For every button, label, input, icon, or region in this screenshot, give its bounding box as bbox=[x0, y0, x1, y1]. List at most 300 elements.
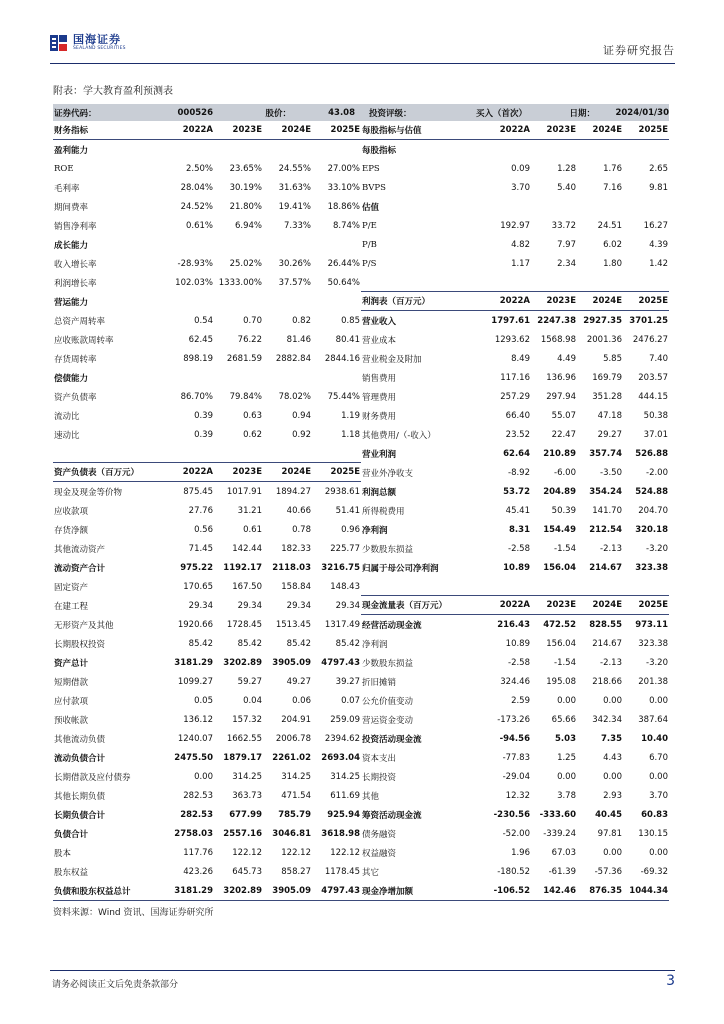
row-label: 利润总额 bbox=[362, 487, 397, 498]
row-value: 1894.27 bbox=[275, 486, 311, 497]
row-label: 营业外净收支 bbox=[362, 468, 414, 479]
row-value: 1.19 bbox=[341, 410, 360, 421]
row-label: 利润增长率 bbox=[54, 278, 97, 289]
row-label: 毛利率 bbox=[54, 183, 80, 194]
row-value: 0.61% bbox=[185, 220, 213, 231]
row-value: 898.19 bbox=[183, 353, 213, 364]
row-value: 0.39 bbox=[194, 410, 213, 421]
row-value: 1568.98 bbox=[540, 334, 576, 345]
row-label: 预收帐款 bbox=[54, 715, 89, 726]
row-value: 6.94% bbox=[234, 220, 262, 231]
row-value: 1.28 bbox=[557, 163, 576, 174]
table-row bbox=[361, 786, 669, 805]
row-value: 7.33% bbox=[283, 220, 311, 231]
row-value: -180.52 bbox=[497, 866, 530, 877]
row-value: 1178.45 bbox=[324, 866, 360, 877]
row-value: 29.27 bbox=[597, 429, 622, 440]
row-value: 71.45 bbox=[188, 543, 213, 554]
row-value: 1.80 bbox=[603, 258, 622, 269]
row-value: 3202.89 bbox=[223, 885, 262, 896]
row-value: 3.78 bbox=[557, 790, 576, 801]
row-value: -2.13 bbox=[600, 657, 622, 668]
row-value: 2394.62 bbox=[324, 733, 360, 744]
row-label: 管理费用 bbox=[362, 392, 397, 403]
row-value: 423.26 bbox=[183, 866, 213, 877]
row-value: 1044.34 bbox=[629, 885, 668, 896]
row-value: 8.31 bbox=[509, 524, 530, 535]
table-row bbox=[53, 273, 361, 292]
row-value: 2023E bbox=[546, 125, 576, 135]
row-label: 公允价值变动 bbox=[362, 696, 414, 707]
row-value: -230.56 bbox=[493, 809, 530, 820]
row-value: 257.29 bbox=[500, 391, 530, 402]
row-value: 1920.66 bbox=[177, 619, 213, 630]
row-label: 负债和股东权益总计 bbox=[54, 886, 131, 897]
row-label: 固定资产 bbox=[54, 582, 89, 593]
row-label: 估值 bbox=[362, 202, 380, 213]
row-value: 1017.91 bbox=[226, 486, 262, 497]
row-label: 债务融资 bbox=[362, 829, 397, 840]
table-row bbox=[53, 444, 361, 463]
row-value: 28.04% bbox=[180, 182, 213, 193]
row-value: -69.32 bbox=[640, 866, 668, 877]
row-label: 应收款项 bbox=[54, 506, 89, 517]
sealand-logo-icon bbox=[50, 33, 68, 53]
row-value: 785.79 bbox=[278, 809, 311, 820]
row-value: 30.26% bbox=[278, 258, 311, 269]
row-value: 2882.84 bbox=[275, 353, 311, 364]
row-value: 0.00 bbox=[557, 695, 576, 706]
row-value: 216.43 bbox=[497, 619, 530, 630]
row-value: 29.34 bbox=[237, 600, 262, 611]
row-value: 524.88 bbox=[635, 486, 668, 497]
row-value: 2023E bbox=[546, 296, 576, 306]
source-note: 资料来源：Wind 资讯、国海证券研究所 bbox=[53, 908, 214, 918]
row-value: 324.46 bbox=[500, 676, 530, 687]
row-value: 3181.29 bbox=[174, 657, 213, 668]
row-value: 0.82 bbox=[292, 315, 311, 326]
row-label: BVPS bbox=[362, 182, 386, 193]
report-type-label: 证券研究报告 bbox=[603, 44, 675, 57]
row-label: 现金及现金等价物 bbox=[54, 487, 123, 498]
table-row bbox=[53, 387, 361, 406]
row-label: 股东权益 bbox=[54, 867, 89, 878]
row-value: 2022A bbox=[182, 125, 213, 135]
row-value: -8.92 bbox=[508, 467, 530, 478]
row-value: -6.00 bbox=[554, 467, 576, 478]
row-value: 0.09 bbox=[511, 163, 530, 174]
row-label: 流动资产合计 bbox=[54, 563, 106, 574]
row-value: 0.78 bbox=[292, 524, 311, 535]
row-value: 2.34 bbox=[557, 258, 576, 269]
row-value: 677.99 bbox=[229, 809, 262, 820]
table-header-row bbox=[53, 463, 361, 482]
row-value: 0.00 bbox=[649, 695, 668, 706]
row-value: -1.54 bbox=[554, 543, 576, 554]
row-value: 1293.62 bbox=[494, 334, 530, 345]
row-value: -57.36 bbox=[594, 866, 622, 877]
row-value: -94.56 bbox=[499, 733, 530, 744]
row-value: 55.07 bbox=[551, 410, 576, 421]
row-value: 6.70 bbox=[649, 752, 668, 763]
table-row bbox=[53, 824, 361, 843]
row-value: 2557.16 bbox=[223, 828, 262, 839]
table-row bbox=[53, 653, 361, 672]
row-value: 80.41 bbox=[335, 334, 360, 345]
row-value: -2.58 bbox=[508, 657, 530, 668]
row-value: 363.73 bbox=[232, 790, 262, 801]
table-row bbox=[361, 482, 669, 501]
row-value: 3701.25 bbox=[629, 315, 668, 326]
row-label: 在建工程 bbox=[54, 601, 89, 612]
row-value: 156.04 bbox=[546, 638, 576, 649]
row-value: 0.39 bbox=[194, 429, 213, 440]
table-row bbox=[53, 197, 361, 216]
row-value: 282.53 bbox=[180, 809, 213, 820]
row-value: 60.83 bbox=[641, 809, 668, 820]
row-label: 速动比 bbox=[54, 430, 80, 441]
table-row bbox=[361, 463, 669, 482]
row-label: 总资产周转率 bbox=[54, 316, 106, 327]
row-value: 3202.89 bbox=[223, 657, 262, 668]
row-value: 3.70 bbox=[511, 182, 530, 193]
row-label: 长期借款及应付债券 bbox=[54, 772, 131, 783]
row-value: 9.81 bbox=[649, 182, 668, 193]
row-value: 22.47 bbox=[551, 429, 576, 440]
row-value: 27.00% bbox=[327, 163, 360, 174]
table-row bbox=[53, 349, 361, 368]
row-value: 65.66 bbox=[551, 714, 576, 725]
table-row bbox=[53, 311, 361, 330]
row-value: 2024E bbox=[592, 125, 622, 135]
row-value: 3905.09 bbox=[272, 885, 311, 896]
row-value: 342.34 bbox=[592, 714, 622, 725]
row-value: -61.39 bbox=[548, 866, 576, 877]
row-label: 盈利能力 bbox=[54, 145, 89, 156]
row-value: 31.21 bbox=[237, 505, 262, 516]
row-value: 3216.75 bbox=[321, 562, 360, 573]
row-value: 218.66 bbox=[592, 676, 622, 687]
row-value: 0.06 bbox=[292, 695, 311, 706]
row-value: 142.46 bbox=[543, 885, 576, 896]
row-value: 18.86% bbox=[327, 201, 360, 212]
row-value: -173.26 bbox=[497, 714, 530, 725]
table-row bbox=[53, 501, 361, 520]
table-row bbox=[361, 539, 669, 558]
row-value: 2023E bbox=[546, 600, 576, 610]
row-value: 66.40 bbox=[505, 410, 530, 421]
row-label: 营业税金及附加 bbox=[362, 354, 422, 365]
stock-code: 000526 bbox=[177, 107, 213, 118]
row-value: 323.38 bbox=[635, 562, 668, 573]
row-label: 股本 bbox=[54, 848, 72, 859]
row-label: 短期借款 bbox=[54, 677, 89, 688]
table-row bbox=[53, 216, 361, 235]
row-label: 长期投资 bbox=[362, 772, 397, 783]
table-row bbox=[53, 748, 361, 767]
row-value: 10.89 bbox=[503, 562, 530, 573]
row-value: 156.04 bbox=[543, 562, 576, 573]
row-value: 8.49 bbox=[511, 353, 530, 364]
row-value: 0.05 bbox=[194, 695, 213, 706]
table-row bbox=[361, 634, 669, 653]
row-label: 流动比 bbox=[54, 411, 80, 422]
row-value: 0.54 bbox=[194, 315, 213, 326]
row-value: 142.44 bbox=[232, 543, 262, 554]
table-row bbox=[361, 824, 669, 843]
row-value: 148.43 bbox=[330, 581, 360, 592]
row-value: 444.15 bbox=[638, 391, 668, 402]
row-label: 长期负债合计 bbox=[54, 810, 106, 821]
table-row bbox=[361, 577, 669, 596]
row-value: 2.65 bbox=[649, 163, 668, 174]
row-value: 7.16 bbox=[603, 182, 622, 193]
table-row bbox=[361, 501, 669, 520]
row-value: 1797.61 bbox=[491, 315, 530, 326]
row-value: 2024E bbox=[592, 296, 622, 306]
row-value: 4.39 bbox=[649, 239, 668, 250]
row-value: 2001.36 bbox=[586, 334, 622, 345]
row-label: 每股指标与估值 bbox=[362, 126, 422, 136]
row-value: 645.73 bbox=[232, 866, 262, 877]
row-value: -3.20 bbox=[646, 657, 668, 668]
row-value: 297.94 bbox=[546, 391, 576, 402]
row-label: 存货周转率 bbox=[54, 354, 97, 365]
row-value: 27.76 bbox=[188, 505, 213, 516]
stock-info-bar bbox=[53, 104, 669, 121]
row-label: ROE bbox=[54, 163, 74, 174]
page-number: 3 bbox=[666, 973, 675, 989]
row-value: 2025E bbox=[638, 296, 668, 306]
row-value: 10.40 bbox=[641, 733, 668, 744]
row-value: 122.12 bbox=[330, 847, 360, 858]
row-value: 62.45 bbox=[188, 334, 213, 345]
row-value: 225.77 bbox=[330, 543, 360, 554]
table-row bbox=[53, 406, 361, 425]
row-label: 经营活动现金流 bbox=[362, 620, 422, 631]
row-value: 1.96 bbox=[511, 847, 530, 858]
row-value: 136.12 bbox=[183, 714, 213, 725]
row-value: 2025E bbox=[330, 467, 360, 477]
row-value: 39.27 bbox=[335, 676, 360, 687]
row-value: 1240.07 bbox=[177, 733, 213, 744]
table-row bbox=[361, 748, 669, 767]
row-value: 320.18 bbox=[635, 524, 668, 535]
table-row bbox=[361, 235, 669, 254]
row-label: 期间费率 bbox=[54, 202, 89, 213]
row-value: 5.40 bbox=[557, 182, 576, 193]
row-label: 资本支出 bbox=[362, 753, 397, 764]
table-row bbox=[361, 216, 669, 235]
table-row bbox=[361, 615, 669, 634]
left-column bbox=[53, 121, 361, 900]
row-value: 19.41% bbox=[278, 201, 311, 212]
row-value: 0.00 bbox=[603, 847, 622, 858]
table-row bbox=[361, 520, 669, 539]
row-value: 3905.09 bbox=[272, 657, 311, 668]
rating-label: 投资评级： bbox=[369, 108, 412, 119]
table-row bbox=[361, 425, 669, 444]
row-label: 净利润 bbox=[362, 639, 388, 650]
table-row bbox=[361, 273, 669, 292]
row-value: 26.44% bbox=[327, 258, 360, 269]
row-value: 2023E bbox=[232, 467, 262, 477]
row-value: 925.94 bbox=[327, 809, 360, 820]
row-value: 51.41 bbox=[335, 505, 360, 516]
row-value: 30.19% bbox=[229, 182, 262, 193]
table-row bbox=[361, 159, 669, 178]
row-value: 158.84 bbox=[281, 581, 311, 592]
table-header-row bbox=[361, 596, 669, 615]
row-value: 2261.02 bbox=[272, 752, 311, 763]
row-value: 192.97 bbox=[500, 220, 530, 231]
row-label: 其他流动资产 bbox=[54, 544, 106, 555]
row-value: 37.01 bbox=[643, 429, 668, 440]
table-row bbox=[53, 539, 361, 558]
row-label: 销售费用 bbox=[362, 373, 397, 384]
row-value: 1.25 bbox=[557, 752, 576, 763]
row-value: 0.96 bbox=[341, 524, 360, 535]
row-value: 136.96 bbox=[546, 372, 576, 383]
row-value: 858.27 bbox=[281, 866, 311, 877]
table-row bbox=[53, 330, 361, 349]
row-value: 1662.55 bbox=[226, 733, 262, 744]
row-value: 471.54 bbox=[281, 790, 311, 801]
row-value: 122.12 bbox=[281, 847, 311, 858]
row-value: 182.33 bbox=[281, 543, 311, 554]
stock-price: 43.08 bbox=[328, 107, 355, 118]
row-label: 营业成本 bbox=[362, 335, 397, 346]
table-row bbox=[361, 444, 669, 463]
row-value: 85.42 bbox=[188, 638, 213, 649]
row-label: 折旧摊销 bbox=[362, 677, 397, 688]
row-label: 资产总计 bbox=[54, 658, 89, 669]
row-value: -28.93% bbox=[177, 258, 213, 269]
row-value: 6.02 bbox=[603, 239, 622, 250]
row-value: 67.03 bbox=[551, 847, 576, 858]
row-value: 2022A bbox=[182, 467, 213, 477]
table-row bbox=[53, 729, 361, 748]
row-label: 偿债能力 bbox=[54, 373, 89, 384]
row-value: -1.54 bbox=[554, 657, 576, 668]
row-label: 现金流量表（百万元） bbox=[362, 601, 448, 611]
row-value: 85.42 bbox=[237, 638, 262, 649]
row-value: 2693.04 bbox=[321, 752, 360, 763]
table-row bbox=[361, 653, 669, 672]
table-row bbox=[361, 368, 669, 387]
row-value: 2927.35 bbox=[583, 315, 622, 326]
row-value: 2022A bbox=[499, 125, 530, 135]
page-header bbox=[50, 28, 675, 64]
row-value: 314.25 bbox=[330, 771, 360, 782]
row-value: 130.15 bbox=[638, 828, 668, 839]
row-value: 2022A bbox=[499, 600, 530, 610]
row-value: 122.12 bbox=[232, 847, 262, 858]
row-value: 0.00 bbox=[603, 771, 622, 782]
row-value: 24.52% bbox=[180, 201, 213, 212]
row-value: 3046.81 bbox=[272, 828, 311, 839]
row-value: 53.72 bbox=[503, 486, 530, 497]
row-value: 23.65% bbox=[229, 163, 262, 174]
row-label: 归属于母公司净利润 bbox=[362, 563, 439, 574]
row-value: 2.50% bbox=[185, 163, 213, 174]
row-value: 37.57% bbox=[278, 277, 311, 288]
row-value: 0.92 bbox=[292, 429, 311, 440]
table-header-row bbox=[53, 121, 361, 140]
row-label: 收入增长率 bbox=[54, 259, 97, 270]
row-value: 97.81 bbox=[597, 828, 622, 839]
row-value: 828.55 bbox=[589, 619, 622, 630]
row-value: 4.43 bbox=[603, 752, 622, 763]
row-value: 50.38 bbox=[643, 410, 668, 421]
row-value: 81.46 bbox=[286, 334, 311, 345]
row-value: 117.76 bbox=[183, 847, 213, 858]
row-value: 33.10% bbox=[327, 182, 360, 193]
row-value: 201.38 bbox=[638, 676, 668, 687]
row-label: 净利润 bbox=[362, 525, 388, 536]
row-value: 4.82 bbox=[511, 239, 530, 250]
table-row bbox=[361, 406, 669, 425]
row-value: 214.67 bbox=[592, 638, 622, 649]
row-value: 0.62 bbox=[243, 429, 262, 440]
table-row bbox=[361, 254, 669, 273]
row-value: 0.00 bbox=[194, 771, 213, 782]
row-value: 7.35 bbox=[601, 733, 622, 744]
row-label: 应付款项 bbox=[54, 696, 89, 707]
table-row bbox=[53, 482, 361, 501]
forecast-table bbox=[53, 104, 669, 901]
row-value: 975.22 bbox=[180, 562, 213, 573]
row-value: 214.67 bbox=[589, 562, 622, 573]
row-value: -106.52 bbox=[493, 885, 530, 896]
row-label: 营运资金变动 bbox=[362, 715, 414, 726]
row-value: 1333.00% bbox=[218, 277, 262, 288]
row-value: 204.89 bbox=[543, 486, 576, 497]
table-row bbox=[53, 558, 361, 577]
row-value: 49.27 bbox=[286, 676, 311, 687]
row-value: 29.34 bbox=[335, 600, 360, 611]
table-row bbox=[361, 710, 669, 729]
table-row bbox=[361, 672, 669, 691]
table-row bbox=[53, 596, 361, 615]
table-row bbox=[53, 235, 361, 254]
row-value: 141.70 bbox=[592, 505, 622, 516]
row-value: 102.03% bbox=[175, 277, 213, 288]
row-value: -339.24 bbox=[543, 828, 576, 839]
row-value: 2681.59 bbox=[226, 353, 262, 364]
row-value: 2247.38 bbox=[537, 315, 576, 326]
row-value: -29.04 bbox=[502, 771, 530, 782]
row-value: 2.59 bbox=[511, 695, 530, 706]
row-label: 筹资活动现金流 bbox=[362, 810, 422, 821]
row-value: 314.25 bbox=[232, 771, 262, 782]
row-value: 7.97 bbox=[557, 239, 576, 250]
row-value: 0.85 bbox=[341, 315, 360, 326]
table-row bbox=[53, 254, 361, 273]
row-label: 资产负债表（百万元） bbox=[54, 468, 140, 478]
row-value: 2.93 bbox=[603, 790, 622, 801]
logo-text-en: SEALAND SECURITIES bbox=[73, 46, 126, 51]
row-value: 2006.78 bbox=[275, 733, 311, 744]
report-date: 2024/01/30 bbox=[615, 107, 669, 118]
table-row bbox=[53, 634, 361, 653]
row-value: 0.61 bbox=[243, 524, 262, 535]
table-row bbox=[53, 710, 361, 729]
row-label: 现金净增加额 bbox=[362, 886, 414, 897]
row-value: 29.34 bbox=[286, 600, 311, 611]
row-value: 3181.29 bbox=[174, 885, 213, 896]
row-label: 其他流动负债 bbox=[54, 734, 106, 745]
